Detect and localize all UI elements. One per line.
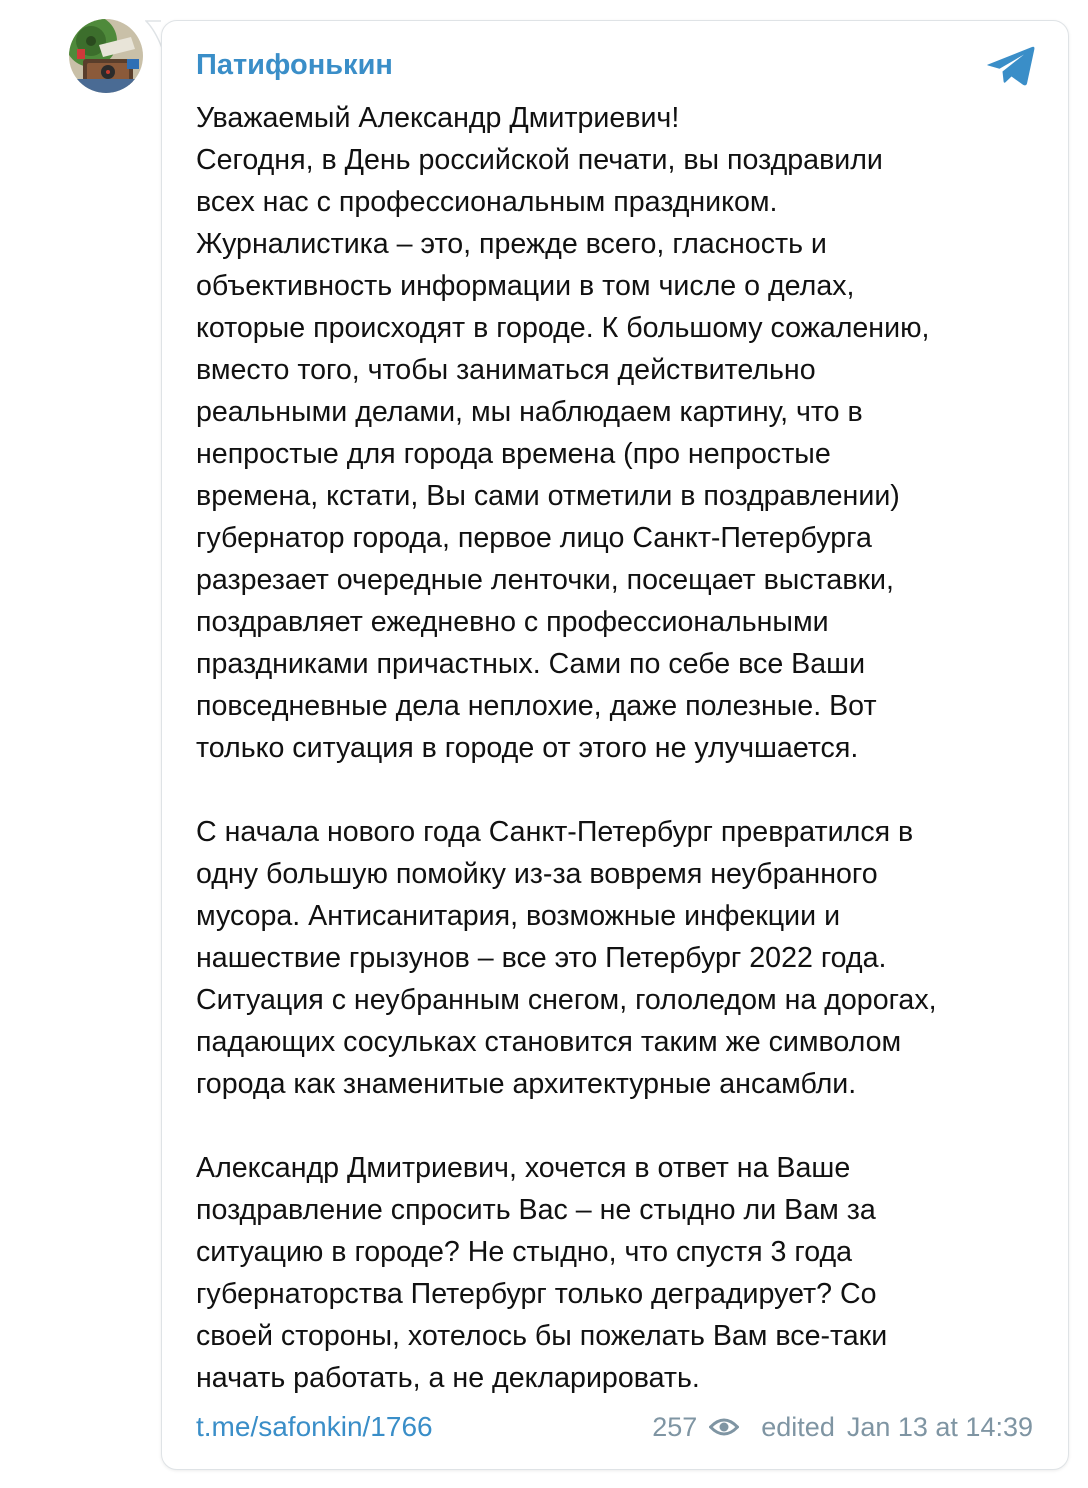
message-paragraph: Уважаемый Александр Дмитриевич! Сегодня, в День российской печати, вы поздравили всех нас с профессиональным праздником. Журналистика – это, прежде всего, гласность и объективность информации в том числе о делах, которые происходят в городе. К большому сожалению, вместо того, чтобы заниматься действительно реальными делами, мы наблюдаем картину, что в непростые для города времена (про непростые времена, кстати, Вы сами отметили в поздравлении) губернатор города, первое лицо Санкт-Петербурга разрезает очередные ленточки, посещает выставки, поздравляет ежедневно с профессиональными праздниками причастных. Сами по себе все Ваши повседневные дела неплохие, даже полезные. Вот только ситуация в городе от этого не улучшается. — [196, 102, 930, 764]
message-paragraph: С начала нового года Санкт-Петербург превратился в одну большую помойку из-за вовремя неубранного мусора. Антисанитария, возможные инфекции и нашествие грызунов – все это Петербург 2022 года. Ситуация с неубранным снегом, гололедом на дорогах, падающих сосульках становится таким же символом города как знаменитые архитектурные ансамбли. — [196, 816, 937, 1100]
message-paragraph: Александр Дмитриевич, хочется в ответ на Ваше поздравление спросить Вас – не стыдно ли Вам за ситуацию в городе? Не стыдно, что спустя 3 года губернаторства Петербург только деградирует? Со своей стороны, хотелось бы пожелать Вам все-таки начать работать, а не декларировать. — [196, 1152, 888, 1394]
channel-avatar[interactable] — [69, 19, 143, 93]
post-timestamp[interactable]: Jan 13 at 14:39 — [846, 1411, 1033, 1442]
channel-name[interactable]: Патифонькин — [196, 49, 393, 81]
post-message — [196, 97, 1056, 1399]
edited-label: edited — [761, 1411, 835, 1442]
telegram-icon[interactable] — [986, 44, 1036, 88]
post-link[interactable]: t.me/safonkin/1766 — [196, 1411, 433, 1442]
view-count: 257 — [652, 1411, 698, 1442]
post-meta — [652, 1408, 1033, 1446]
gramophone-avatar-icon — [69, 19, 143, 93]
eye-icon — [709, 1417, 739, 1437]
